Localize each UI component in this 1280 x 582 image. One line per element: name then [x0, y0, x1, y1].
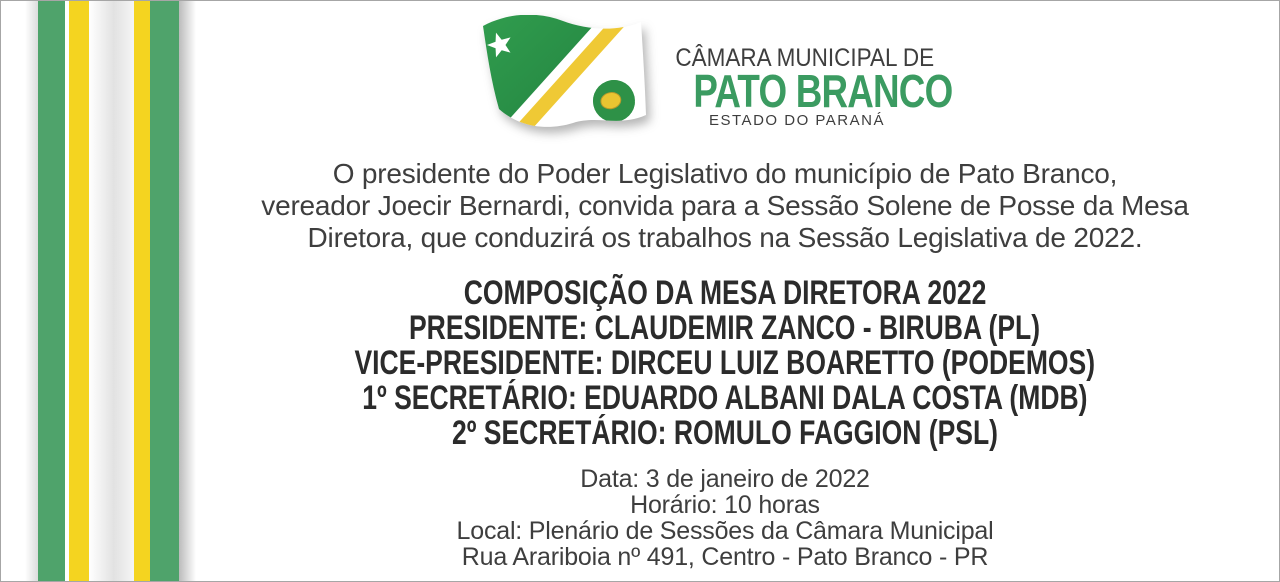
composition-title: COMPOSIÇÃO DA MESA DIRETORA 2022 [463, 274, 987, 312]
invitation-line: Diretora, que conduzirá os trabalhos na Sessão Legislativa de 2022. [307, 222, 1143, 253]
event-date: Data: 3 de janeiro de 2022 [580, 465, 870, 493]
invitation-paragraph [191, 158, 1259, 254]
stripe-green-outer [38, 1, 65, 581]
composition-president: PRESIDENTE: CLAUDEMIR ZANCO - BIRUBA (PL) [409, 309, 1041, 347]
event-time: Horário: 10 horas [630, 491, 820, 519]
stripe-yellow-inner [134, 1, 150, 581]
composition-vice-president: VICE-PRESIDENTE: DIRCEU LUIZ BOARETTO (PODEMOS) [354, 344, 1096, 382]
stripe-yellow-outer [69, 1, 89, 581]
stripe-white-middle [89, 1, 134, 581]
pato-branco-flag-icon [479, 15, 657, 129]
invitation-line: O presidente do Poder Legislativo do município de Pato Branco, [332, 158, 1118, 189]
composition-list [191, 276, 1259, 451]
logo-title-line1: CÂMARA MUNICIPAL DE [675, 44, 935, 72]
event-details [191, 466, 1259, 570]
event-location: Local: Plenário de Sessões da Câmara Municipal [456, 517, 994, 545]
stripe-shadow [25, 1, 38, 581]
invitation-line: vereador Joecir Bernardi, convida para a Sessão Solene de Posse da Mesa [261, 190, 1189, 221]
stripe-green-inner [150, 1, 179, 581]
logo-subtitle: ESTADO DO PARANÁ [709, 112, 885, 129]
logo-text [661, 44, 953, 129]
composition-first-secretary: 1º SECRETÁRIO: EDUARDO ALBANI DALA COSTA (MDB) [362, 379, 1088, 417]
event-address: Rua Arariboia nº 491, Centro - Pato Branco - PR [461, 543, 989, 571]
logo-title-line2: PATO BRANCO [693, 65, 953, 117]
composition-second-secretary: 2º SECRETÁRIO: ROMULO FAGGION (PSL) [452, 414, 998, 452]
